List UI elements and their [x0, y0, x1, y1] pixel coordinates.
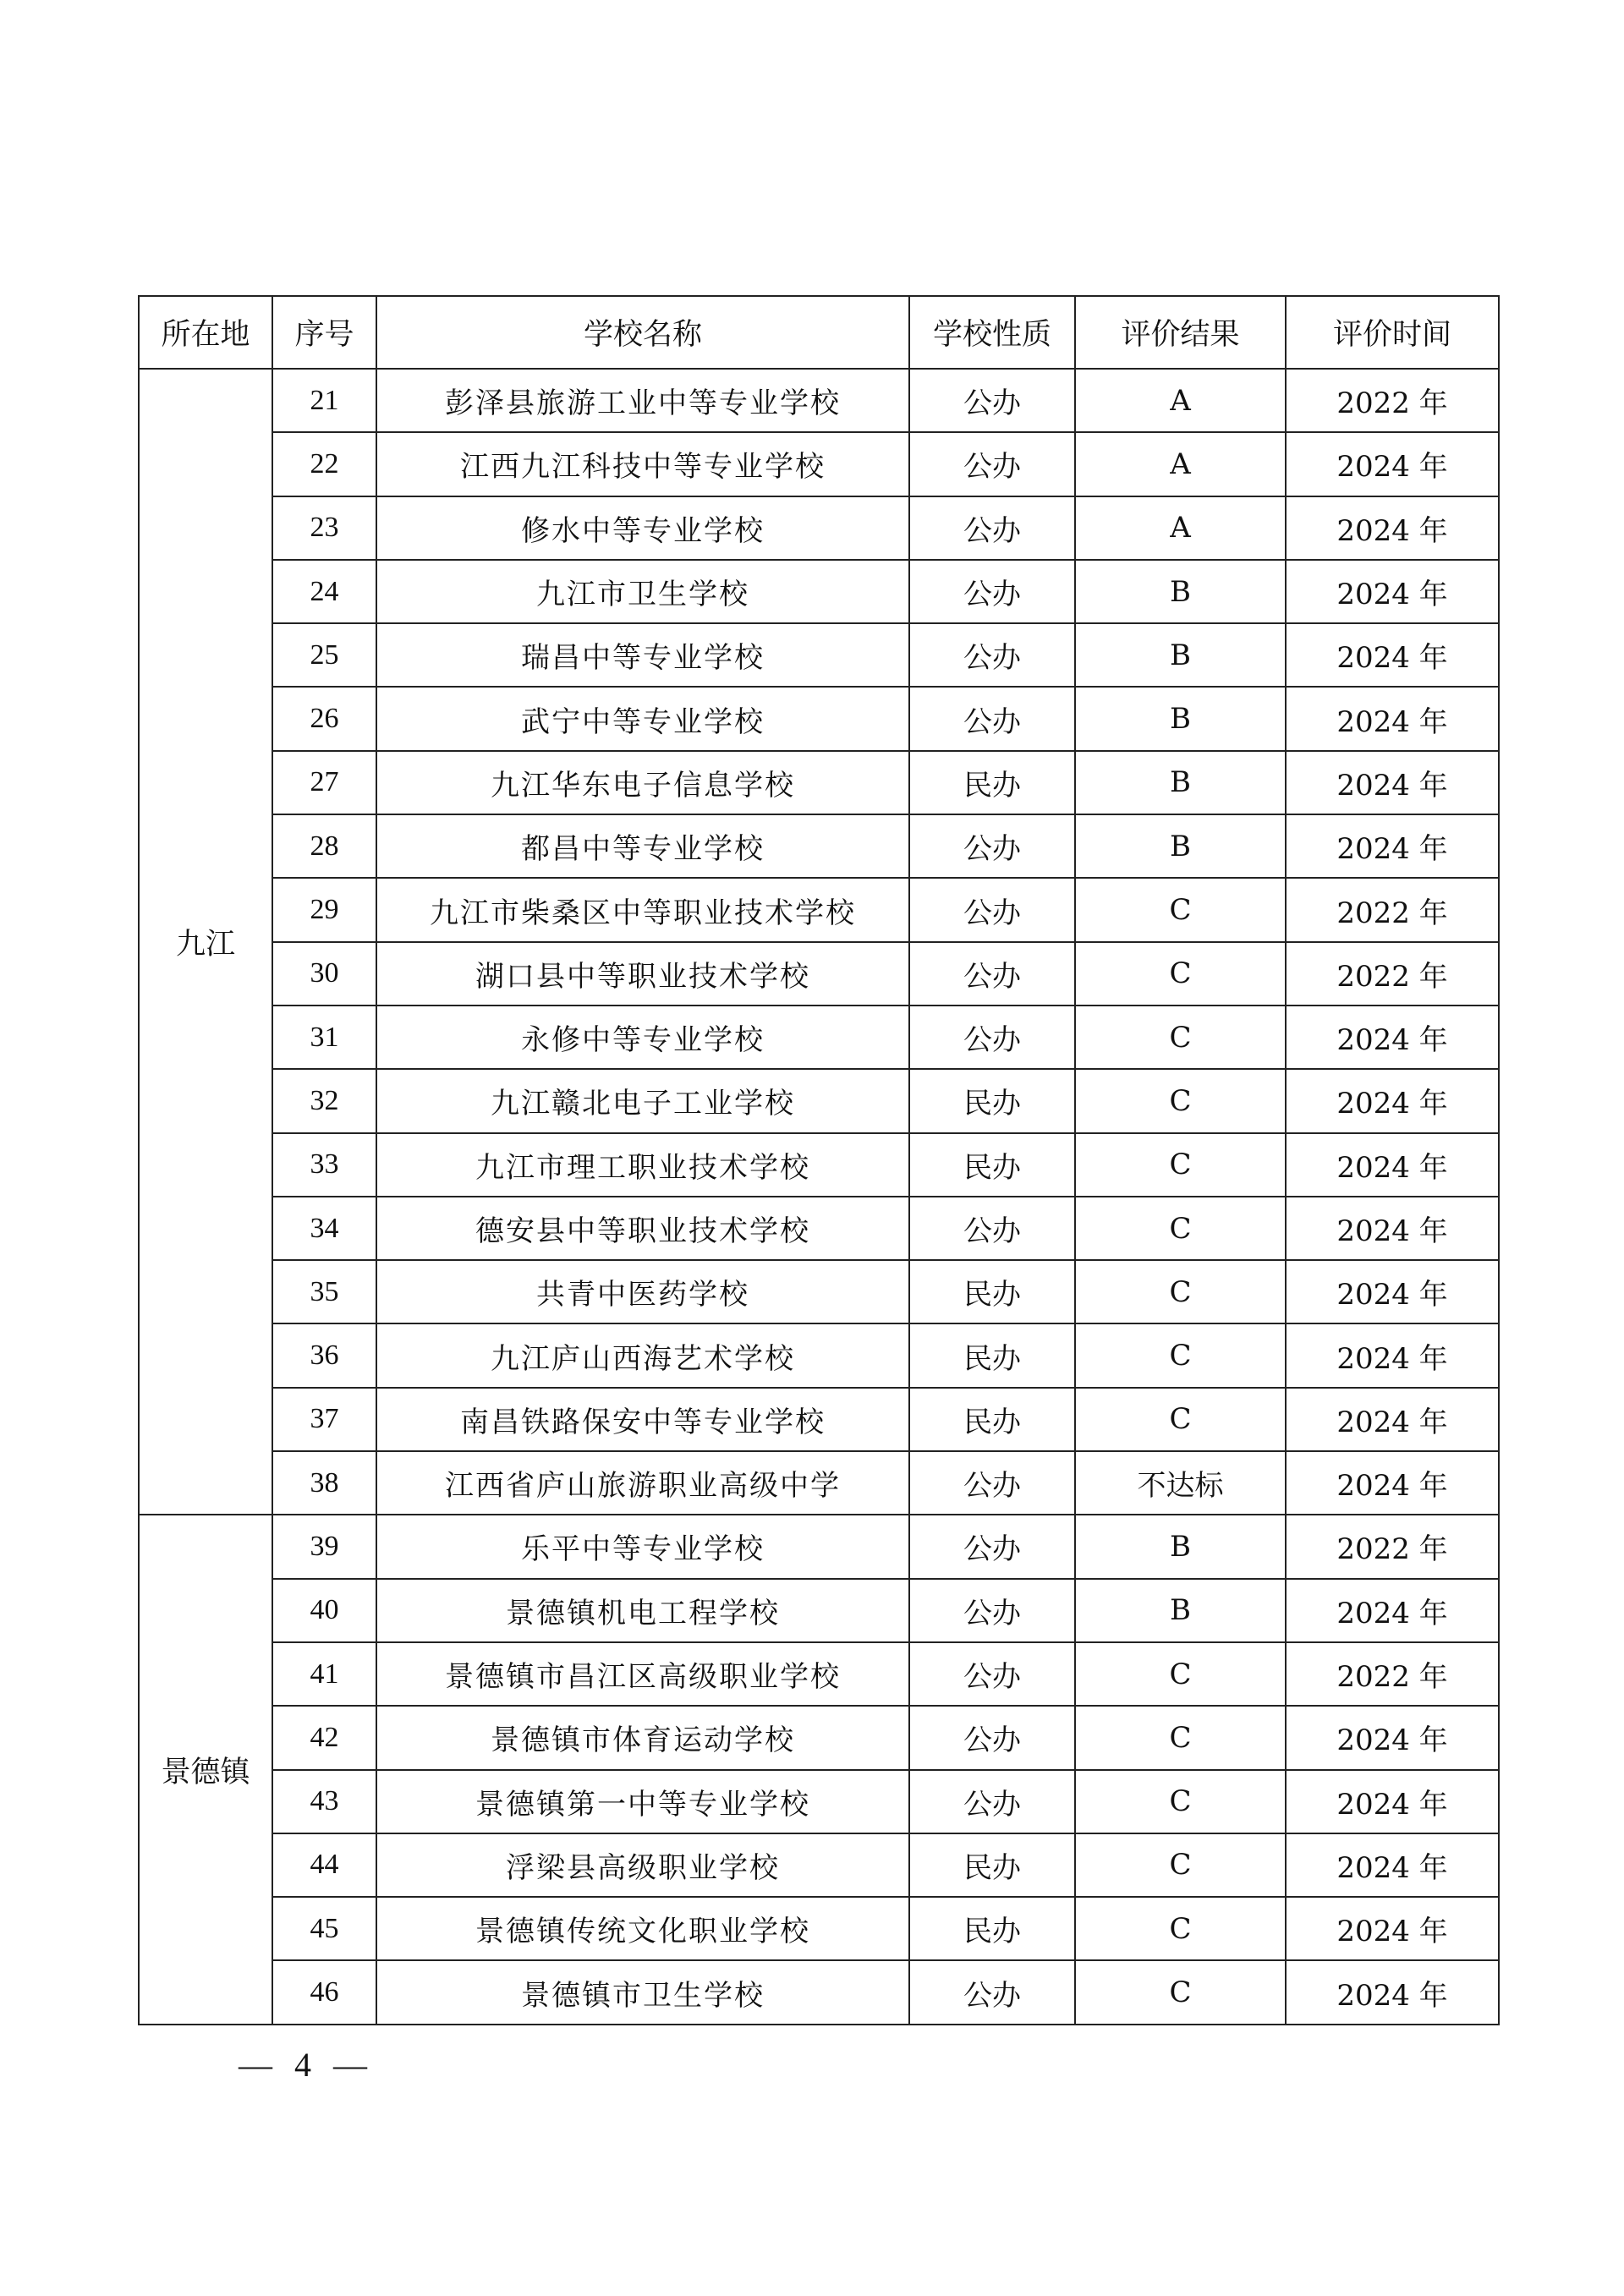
index-cell: 46 — [272, 1960, 376, 2024]
school-name-cell: 湖口县中等职业技术学校 — [376, 942, 909, 1006]
school-name-cell: 九江华东电子信息学校 — [376, 751, 909, 814]
eval-time-cell: 2024 年 — [1286, 623, 1499, 687]
index-cell: 41 — [272, 1642, 376, 1706]
result-cell: C — [1075, 1706, 1286, 1769]
index-cell: 33 — [272, 1133, 376, 1197]
school-name-cell: 景德镇传统文化职业学校 — [376, 1897, 909, 1960]
index-cell: 32 — [272, 1069, 376, 1132]
eval-time-cell: 2024 年 — [1286, 1770, 1499, 1833]
school-name-cell: 九江市理工职业技术学校 — [376, 1133, 909, 1197]
eval-time-cell: 2024 年 — [1286, 1069, 1499, 1132]
school-type-cell: 民办 — [909, 1388, 1075, 1451]
school-type-cell: 公办 — [909, 560, 1075, 623]
eval-time-cell: 2024 年 — [1286, 1388, 1499, 1451]
school-type-cell: 民办 — [909, 751, 1075, 814]
school-name-cell: 德安县中等职业技术学校 — [376, 1197, 909, 1260]
result-cell: C — [1075, 1197, 1286, 1260]
result-cell: C — [1075, 1069, 1286, 1132]
school-name-cell: 乐平中等专业学校 — [376, 1515, 909, 1578]
result-cell: A — [1075, 496, 1286, 560]
eval-time-cell: 2022 年 — [1286, 1515, 1499, 1578]
result-cell: C — [1075, 878, 1286, 941]
result-cell: B — [1075, 1579, 1286, 1642]
index-cell: 44 — [272, 1833, 376, 1897]
school-type-cell: 公办 — [909, 878, 1075, 941]
result-cell: A — [1075, 369, 1286, 432]
school-type-cell: 公办 — [909, 1451, 1075, 1515]
eval-time-cell: 2024 年 — [1286, 560, 1499, 623]
eval-time-cell: 2024 年 — [1286, 687, 1499, 750]
index-cell: 27 — [272, 751, 376, 814]
result-cell: A — [1075, 432, 1286, 496]
index-cell: 31 — [272, 1006, 376, 1069]
school-name-cell: 九江赣北电子工业学校 — [376, 1069, 909, 1132]
result-cell: B — [1075, 814, 1286, 878]
index-cell: 36 — [272, 1323, 376, 1387]
school-type-cell: 民办 — [909, 1323, 1075, 1387]
index-cell: 25 — [272, 623, 376, 687]
school-type-cell: 公办 — [909, 623, 1075, 687]
school-type-cell: 公办 — [909, 687, 1075, 750]
school-type-cell: 民办 — [909, 1833, 1075, 1897]
table-row — [139, 1133, 1499, 1197]
index-cell: 21 — [272, 369, 376, 432]
table-row — [139, 1006, 1499, 1069]
result-cell: B — [1075, 687, 1286, 750]
table-row — [139, 1960, 1499, 2024]
table-header-row — [139, 296, 1499, 369]
eval-time-cell: 2024 年 — [1286, 1960, 1499, 2024]
eval-time-cell: 2024 年 — [1286, 1451, 1499, 1515]
school-type-cell: 公办 — [909, 1579, 1075, 1642]
school-name-cell: 九江市柴桑区中等职业技术学校 — [376, 878, 909, 941]
school-type-cell: 公办 — [909, 1960, 1075, 2024]
index-cell: 29 — [272, 878, 376, 941]
index-cell: 39 — [272, 1515, 376, 1578]
result-cell: C — [1075, 1323, 1286, 1387]
result-cell: B — [1075, 560, 1286, 623]
school-type-cell: 公办 — [909, 1006, 1075, 1069]
table-row — [139, 1515, 1499, 1578]
table-row — [139, 1706, 1499, 1769]
result-cell: C — [1075, 1133, 1286, 1197]
school-name-cell: 江西九江科技中等专业学校 — [376, 432, 909, 496]
school-type-cell: 公办 — [909, 814, 1075, 878]
page-number: — 4 — — [239, 2046, 374, 2084]
school-name-cell: 景德镇市昌江区高级职业学校 — [376, 1642, 909, 1706]
table-body — [139, 369, 1499, 2025]
index-cell: 42 — [272, 1706, 376, 1769]
index-cell: 28 — [272, 814, 376, 878]
school-type-cell: 公办 — [909, 496, 1075, 560]
result-cell: C — [1075, 1388, 1286, 1451]
school-name-cell: 九江市卫生学校 — [376, 560, 909, 623]
index-cell: 45 — [272, 1897, 376, 1960]
school-type-cell: 民办 — [909, 1069, 1075, 1132]
index-cell: 38 — [272, 1451, 376, 1515]
result-cell: C — [1075, 1770, 1286, 1833]
header-school-name: 学校名称 — [376, 296, 909, 369]
header-result: 评价结果 — [1075, 296, 1286, 369]
eval-time-cell: 2024 年 — [1286, 751, 1499, 814]
index-cell: 26 — [272, 687, 376, 750]
school-name-cell: 瑞昌中等专业学校 — [376, 623, 909, 687]
school-name-cell: 景德镇市体育运动学校 — [376, 1706, 909, 1769]
eval-time-cell: 2024 年 — [1286, 814, 1499, 878]
table-row — [139, 942, 1499, 1006]
table-row — [139, 1197, 1499, 1260]
table-row — [139, 1642, 1499, 1706]
table-row — [139, 751, 1499, 814]
header-school-type: 学校性质 — [909, 296, 1075, 369]
result-cell: C — [1075, 1260, 1286, 1323]
school-type-cell: 公办 — [909, 369, 1075, 432]
school-name-cell: 九江庐山西海艺术学校 — [376, 1323, 909, 1387]
header-region: 所在地 — [139, 296, 272, 369]
school-type-cell: 公办 — [909, 1706, 1075, 1769]
table-row — [139, 1897, 1499, 1960]
eval-time-cell: 2024 年 — [1286, 1197, 1499, 1260]
index-cell: 43 — [272, 1770, 376, 1833]
eval-time-cell: 2024 年 — [1286, 1133, 1499, 1197]
school-name-cell: 景德镇机电工程学校 — [376, 1579, 909, 1642]
eval-time-cell: 2024 年 — [1286, 432, 1499, 496]
table-row — [139, 1770, 1499, 1833]
table-row — [139, 1451, 1499, 1515]
index-cell: 35 — [272, 1260, 376, 1323]
result-cell: B — [1075, 751, 1286, 814]
eval-time-cell: 2024 年 — [1286, 1833, 1499, 1897]
eval-time-cell: 2024 年 — [1286, 1897, 1499, 1960]
result-cell: C — [1075, 942, 1286, 1006]
table-row — [139, 496, 1499, 560]
eval-time-cell: 2022 年 — [1286, 369, 1499, 432]
school-type-cell: 公办 — [909, 432, 1075, 496]
table-row — [139, 1323, 1499, 1387]
table-row — [139, 623, 1499, 687]
header-eval-time: 评价时间 — [1286, 296, 1499, 369]
result-cell: C — [1075, 1897, 1286, 1960]
eval-time-cell: 2022 年 — [1286, 1642, 1499, 1706]
result-cell: 不达标 — [1075, 1451, 1286, 1515]
table-row — [139, 369, 1499, 432]
school-name-cell: 江西省庐山旅游职业高级中学 — [376, 1451, 909, 1515]
result-cell: B — [1075, 623, 1286, 687]
school-name-cell: 彭泽县旅游工业中等专业学校 — [376, 369, 909, 432]
school-type-cell: 民办 — [909, 1260, 1075, 1323]
result-cell: C — [1075, 1642, 1286, 1706]
table-row — [139, 560, 1499, 623]
table-row — [139, 1833, 1499, 1897]
result-cell: B — [1075, 1515, 1286, 1578]
school-type-cell: 公办 — [909, 1770, 1075, 1833]
school-name-cell: 武宁中等专业学校 — [376, 687, 909, 750]
school-type-cell: 民办 — [909, 1133, 1075, 1197]
school-name-cell: 景德镇第一中等专业学校 — [376, 1770, 909, 1833]
table-row — [139, 814, 1499, 878]
school-name-cell: 南昌铁路保安中等专业学校 — [376, 1388, 909, 1451]
table-row — [139, 432, 1499, 496]
eval-time-cell: 2024 年 — [1286, 496, 1499, 560]
school-name-cell: 共青中医药学校 — [376, 1260, 909, 1323]
index-cell: 40 — [272, 1579, 376, 1642]
region-cell: 景德镇 — [139, 1515, 272, 2024]
header-index: 序号 — [272, 296, 376, 369]
index-cell: 23 — [272, 496, 376, 560]
eval-time-cell: 2022 年 — [1286, 878, 1499, 941]
table-row — [139, 1069, 1499, 1132]
table-row — [139, 1579, 1499, 1642]
index-cell: 37 — [272, 1388, 376, 1451]
eval-time-cell: 2024 年 — [1286, 1706, 1499, 1769]
table-row — [139, 878, 1499, 941]
region-cell: 九江 — [139, 369, 272, 1515]
eval-time-cell: 2024 年 — [1286, 1006, 1499, 1069]
eval-time-cell: 2024 年 — [1286, 1260, 1499, 1323]
eval-time-cell: 2022 年 — [1286, 942, 1499, 1006]
index-cell: 24 — [272, 560, 376, 623]
eval-time-cell: 2024 年 — [1286, 1323, 1499, 1387]
result-cell: C — [1075, 1960, 1286, 2024]
school-type-cell: 公办 — [909, 942, 1075, 1006]
table-row — [139, 1260, 1499, 1323]
school-type-cell: 公办 — [909, 1197, 1075, 1260]
index-cell: 34 — [272, 1197, 376, 1260]
school-name-cell: 景德镇市卫生学校 — [376, 1960, 909, 2024]
school-name-cell: 都昌中等专业学校 — [376, 814, 909, 878]
eval-time-cell: 2024 年 — [1286, 1579, 1499, 1642]
school-type-cell: 民办 — [909, 1897, 1075, 1960]
result-cell: C — [1075, 1833, 1286, 1897]
school-name-cell: 永修中等专业学校 — [376, 1006, 909, 1069]
school-type-cell: 公办 — [909, 1515, 1075, 1578]
school-type-cell: 公办 — [909, 1642, 1075, 1706]
table-row — [139, 1388, 1499, 1451]
table-row — [139, 687, 1499, 750]
index-cell: 22 — [272, 432, 376, 496]
index-cell: 30 — [272, 942, 376, 1006]
result-cell: C — [1075, 1006, 1286, 1069]
school-name-cell: 修水中等专业学校 — [376, 496, 909, 560]
school-name-cell: 浮梁县高级职业学校 — [376, 1833, 909, 1897]
school-evaluation-table — [138, 295, 1498, 2025]
